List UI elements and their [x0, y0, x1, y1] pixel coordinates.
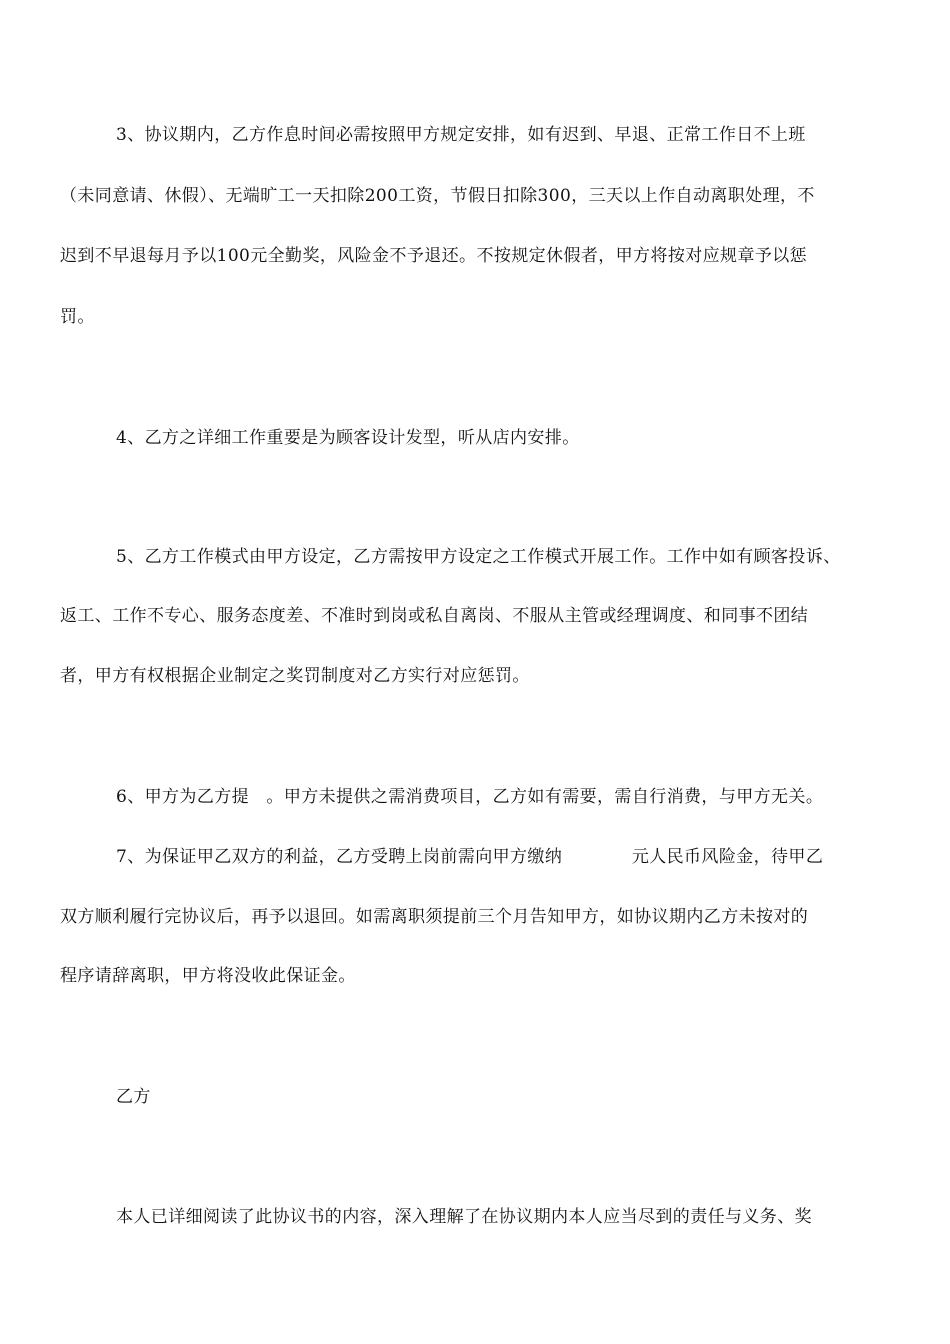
clause-3-line-3: 迟到不早退每月予以100元全勤奖，风险金不予退还。不按规定休假者，甲方将按对应规章予以惩 [60, 246, 808, 266]
clause-7-line-2: 双方顺利履行完协议后，再予以退回。如需离职须提前三个月告知甲方，如协议期内乙方未按对的 [60, 907, 809, 927]
clause-3-line-1: 3、协议期内，乙方作息时间必需按照甲方规定安排，如有迟到、早退、正常工作日不上班 [116, 125, 806, 145]
clause-7-line-1: 7、为保证甲乙双方的利益，乙方受聘上岗前需向甲方缴纳 元人民币风险金，待甲乙 [116, 847, 824, 867]
clause-5-line-2: 返工、工作不专心、服务态度差、不准时到岗或私自离岗、不服从主管或经理调度、和同事不团结 [60, 606, 809, 626]
clause-6-line-1: 6、甲方为乙方提 。甲方未提供之需消费项目，乙方如有需要，需自行消费，与甲方无关。 [116, 787, 824, 807]
clause-5-line-3: 者，甲方有权根据企业制定之奖罚制度对乙方实行对应惩罚。 [60, 666, 530, 686]
clause-7-line-3: 程序请辞离职，甲方将没收此保证金。 [60, 966, 356, 986]
party-b-heading: 乙方 [116, 1087, 151, 1107]
declaration-line-1: 本人已详细阅读了此协议书的内容，深入理解了在协议期内本人应当尽到的责任与义务、奖 [116, 1207, 812, 1227]
clause-3-line-2: （未同意请、休假）、无端旷工一天扣除200工资，节假日扣除300，三天以上作自动离职处理，不 [60, 186, 815, 206]
clause-3-line-4: 罚。 [60, 307, 95, 327]
clause-4-line-1: 4、乙方之详细工作重要是为顾客设计发型，听从店内安排。 [116, 428, 580, 448]
clause-5-line-1: 5、乙方工作模式由甲方设定，乙方需按甲方设定之工作模式开展工作。工作中如有顾客投诉、 [116, 547, 841, 567]
